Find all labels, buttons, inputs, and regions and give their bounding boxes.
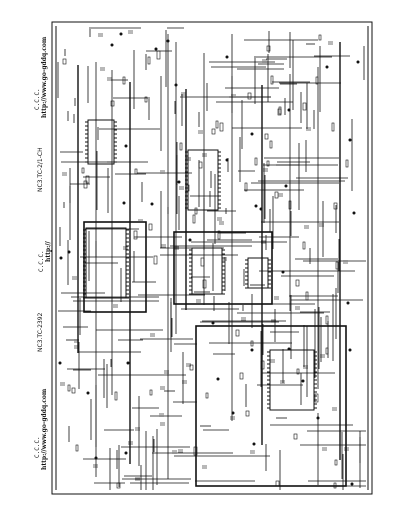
sheet-border xyxy=(52,22,372,494)
junction-dot xyxy=(151,203,153,205)
ic-block xyxy=(88,120,114,164)
watermark-bottom-url: http://www.go-gddq.com xyxy=(41,388,48,470)
junction-dot xyxy=(111,44,113,46)
resistor-symbol xyxy=(216,121,218,128)
resistor-symbol xyxy=(134,231,137,239)
resistor-symbol xyxy=(267,46,270,51)
watermark-bottom-code: C.C.C. xyxy=(34,436,41,458)
junction-dot xyxy=(178,181,180,183)
resistor-symbol xyxy=(332,123,334,131)
resistor-symbol xyxy=(68,385,70,391)
resistor-symbol xyxy=(203,280,206,288)
resistor-symbol xyxy=(265,134,268,139)
resistor-symbol xyxy=(240,373,243,379)
resistor-symbol xyxy=(270,141,272,148)
resistor-symbol xyxy=(346,160,348,167)
junction-dot xyxy=(317,417,319,419)
junction-dot xyxy=(123,202,125,204)
junction-dot xyxy=(347,302,349,304)
resistor-symbol xyxy=(117,483,120,488)
resistor-symbol xyxy=(150,390,152,395)
resistor-symbol xyxy=(220,123,223,131)
resistor-symbol xyxy=(212,129,215,134)
watermark-top-url: http://www.go-gddq.com xyxy=(41,36,48,118)
junction-dot xyxy=(226,159,228,161)
watermark-mid-url: http:// xyxy=(45,241,52,262)
junction-dot xyxy=(226,56,228,58)
resistor-symbol xyxy=(335,460,337,465)
resistor-symbol xyxy=(149,224,152,230)
resistor-symbol xyxy=(180,143,182,150)
resistor-symbol xyxy=(303,103,306,110)
resistor-symbol xyxy=(319,35,321,40)
schematic-components xyxy=(59,31,359,488)
junction-dot xyxy=(302,380,304,382)
resistor-symbol xyxy=(115,392,117,400)
resistor-symbol xyxy=(154,256,157,264)
model-label-upper: NC3.TC-2/1-CH xyxy=(37,147,44,192)
resistor-symbol xyxy=(72,388,75,393)
junction-dot xyxy=(59,362,61,364)
junction-dot xyxy=(251,133,253,135)
junction-dot xyxy=(253,443,255,445)
resistor-symbol xyxy=(135,169,137,174)
junction-dot xyxy=(125,145,127,147)
resistor-symbol xyxy=(63,59,66,64)
junction-dot xyxy=(349,139,351,141)
resistor-symbol xyxy=(303,242,305,249)
resistor-symbol xyxy=(315,394,318,402)
resistor-symbol xyxy=(255,158,257,165)
junction-dot xyxy=(282,271,284,273)
junction-dot xyxy=(353,212,355,214)
junction-dot xyxy=(189,239,191,241)
junction-dot xyxy=(95,457,97,459)
junction-dot xyxy=(288,109,290,111)
junction-dot xyxy=(232,412,234,414)
junction-dot xyxy=(349,349,351,351)
module-outline xyxy=(174,232,272,304)
resistor-symbol xyxy=(201,258,204,266)
resistor-symbol xyxy=(334,203,337,209)
resistor-symbol xyxy=(148,57,150,64)
resistor-symbol xyxy=(251,341,253,346)
resistor-symbol xyxy=(336,262,338,269)
resistor-symbol xyxy=(199,162,202,168)
resistor-symbol xyxy=(195,208,197,214)
junction-dot xyxy=(255,205,257,207)
junction-dot xyxy=(68,251,70,253)
schematic-wires xyxy=(58,28,366,490)
schematic-frame xyxy=(52,22,372,494)
junction-dot xyxy=(87,392,89,394)
resistor-symbol xyxy=(326,348,328,354)
resistor-symbol xyxy=(236,330,239,336)
junction-dot xyxy=(167,40,169,42)
resistor-symbol xyxy=(246,411,249,416)
resistor-symbol xyxy=(296,280,299,286)
watermark-top-code: C.C.C. xyxy=(34,88,41,110)
junction-dot xyxy=(326,66,328,68)
resistor-symbol xyxy=(206,393,208,398)
junction-dot xyxy=(125,452,127,454)
schematic-ic-blocks xyxy=(83,120,346,486)
ic-block xyxy=(188,150,218,210)
junction-dot xyxy=(175,84,177,86)
junction-dot xyxy=(260,208,262,210)
watermark-mid-code: C.C.C. xyxy=(38,250,45,272)
resistor-symbol xyxy=(76,445,78,451)
junction-dot xyxy=(285,185,287,187)
resistor-symbol xyxy=(275,192,278,198)
resistor-symbol xyxy=(111,101,114,106)
junction-dot xyxy=(357,61,359,63)
resistor-symbol xyxy=(271,76,273,84)
junction-dot xyxy=(217,378,219,380)
resistor-symbol xyxy=(123,77,125,84)
model-label-lower: NC3.TC-2392 xyxy=(37,312,44,352)
resistor-symbol xyxy=(157,51,160,59)
ic-block xyxy=(248,258,268,288)
junction-dot xyxy=(60,257,62,259)
resistor-symbol xyxy=(326,316,328,324)
resistor-symbol xyxy=(294,434,297,439)
resistor-symbol xyxy=(84,181,87,188)
junction-dot xyxy=(351,483,353,485)
junction-dot xyxy=(127,362,129,364)
junction-dot xyxy=(120,33,122,35)
resistor-symbol xyxy=(193,215,195,223)
resistor-symbol xyxy=(82,168,84,173)
junction-dot xyxy=(155,48,157,50)
junction-dot xyxy=(251,349,253,351)
resistor-symbol xyxy=(248,93,251,99)
junction-dot xyxy=(212,322,214,324)
